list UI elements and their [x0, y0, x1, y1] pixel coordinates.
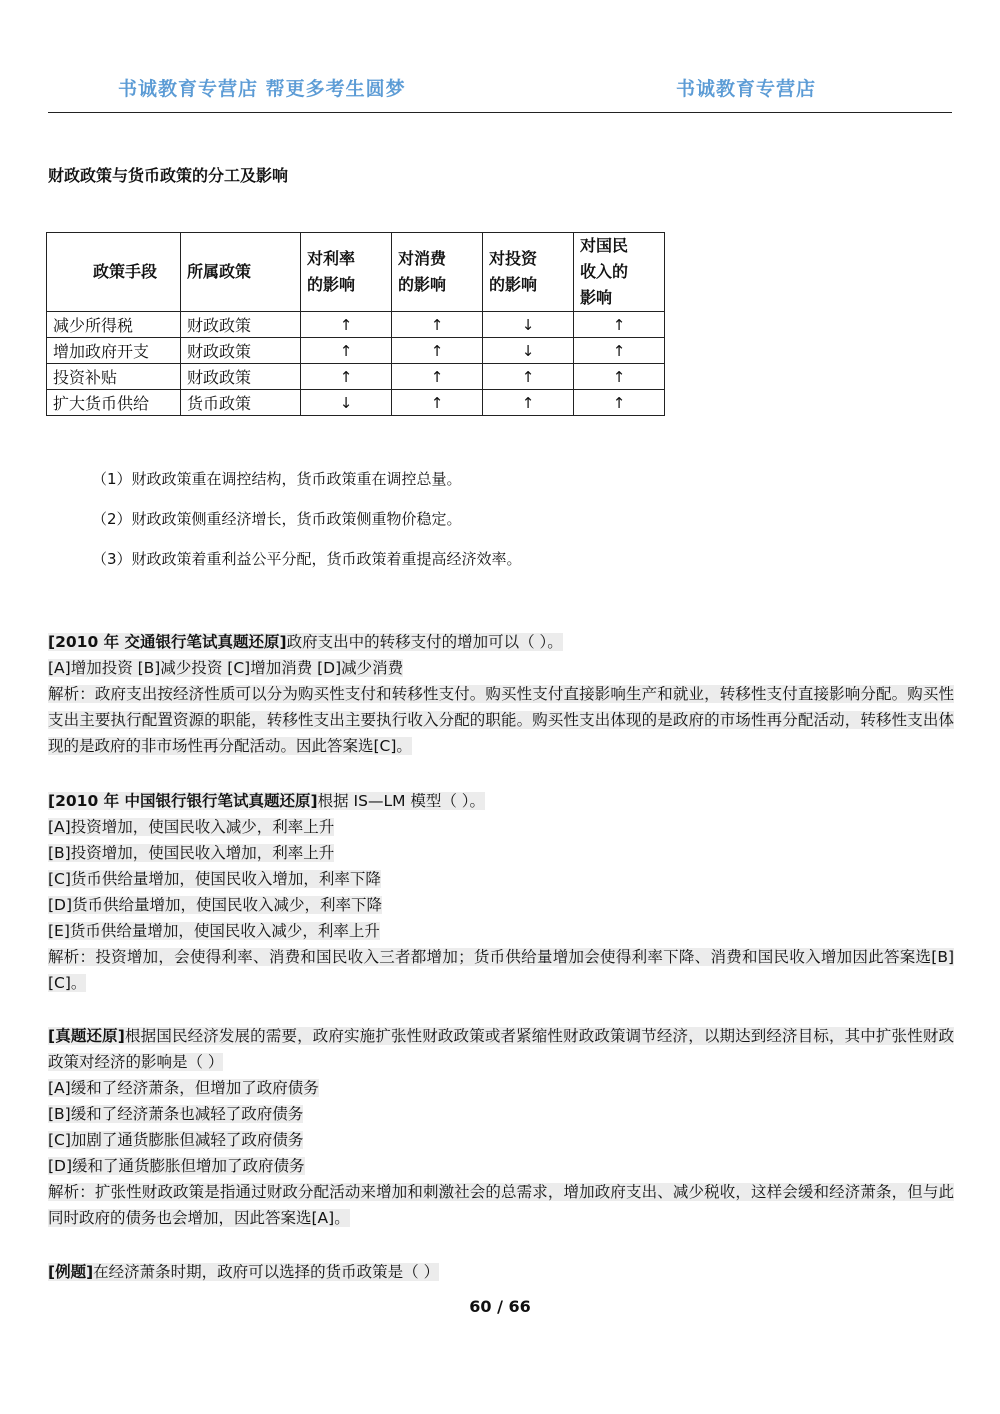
table-arrow-cell: ↑	[392, 390, 483, 416]
table-header-cell	[47, 233, 181, 312]
table-header-text: 对国民	[580, 236, 629, 255]
header-left-text: 书诚教育专营店 帮更多考生圆梦	[118, 78, 406, 100]
question-option: [B]缓和了经济萧条也减轻了政府债务	[48, 1105, 304, 1123]
table-header-text: 对消费	[398, 249, 447, 268]
table-cell: 财政政策	[181, 338, 301, 364]
question-stem: 根据 IS—LM 模型（ ）。	[317, 792, 486, 810]
question-option: [C]加剧了通货膨胀但减轻了政府债务	[48, 1131, 304, 1149]
table-cell: 货币政策	[181, 390, 301, 416]
table-header-text: 对利率	[307, 249, 356, 268]
question-option: [A]缓和了经济萧条，但增加了政府债务	[48, 1079, 319, 1097]
question-analysis: 解析：投资增加，会使得利率、消费和国民收入三者都增加；货币供给量增加会使得利率下降、消费和国民收入增加因此答案选[B][C]。	[48, 948, 954, 992]
table-header-text: 收入的	[580, 262, 629, 281]
table-arrow-cell: ↑	[301, 364, 392, 390]
table-arrow-cell: ↑	[392, 338, 483, 364]
question-option: [D]货币供给量增加，使国民收入减少，利率下降	[48, 896, 383, 914]
question-stem: 政府支出中的转移支付的增加可以（ ）。	[286, 633, 563, 651]
table-arrow-cell: ↑	[574, 364, 665, 390]
header-right-text: 书诚教育专营店	[676, 78, 817, 100]
table-arrow-cell: ↓	[301, 390, 392, 416]
question-tag: [2010 年 交通银行笔试真题还原]	[48, 633, 287, 651]
policy-table	[46, 232, 665, 416]
notes-list	[92, 469, 522, 589]
table-cell: 扩大货币供给	[47, 390, 181, 416]
table-cell: 增加政府开支	[47, 338, 181, 364]
question-stem: 在经济萧条时期，政府可以选择的货币政策是（ ）	[93, 1263, 440, 1281]
table-header-cell	[301, 233, 392, 312]
table-header-cell	[483, 233, 574, 312]
note-item: （1）财政政策重在调控结构，货币政策重在调控总量。	[92, 470, 462, 488]
table-arrow-cell: ↑	[392, 312, 483, 338]
question-option: [D]缓和了通货膨胀但增加了政府债务	[48, 1157, 305, 1175]
table-body	[47, 312, 665, 416]
table-cell: 减少所得税	[47, 312, 181, 338]
table-header-text: 对投资	[489, 249, 538, 268]
table-arrow-cell: ↑	[301, 312, 392, 338]
question-option: [A]投资增加，使国民收入减少，利率上升	[48, 818, 335, 836]
page-header	[0, 0, 1000, 116]
question-block	[48, 1023, 954, 1231]
table-row	[47, 338, 665, 364]
table-header-cell	[574, 233, 665, 312]
table-header-cell	[392, 233, 483, 312]
question-option: [A]增加投资 [B]减少投资 [C]增加消费 [D]减少消费	[48, 659, 404, 677]
question-analysis: 解析：扩张性财政政策是指通过财政分配活动来增加和刺激社会的总需求，增加政府支出、减少税收，这样会缓和经济萧条，但与此同时政府的债务也会增加，因此答案选[A]。	[48, 1183, 954, 1227]
question-tag: [2010 年 中国银行银行笔试真题还原]	[48, 792, 318, 810]
note-item: （3）财政政策着重利益公平分配，货币政策着重提高经济效率。	[92, 550, 522, 568]
table-arrow-cell: ↑	[574, 390, 665, 416]
header-divider	[48, 112, 952, 113]
table-header-text: 政策手段	[93, 262, 158, 281]
table-arrow-cell: ↓	[483, 312, 574, 338]
table-arrow-cell: ↑	[301, 338, 392, 364]
table-header-text: 的影响	[307, 275, 356, 294]
table-header-text: 的影响	[489, 275, 538, 294]
question-block	[48, 1259, 954, 1285]
question-tag: [真题还原]	[48, 1027, 125, 1045]
question-tag: [例题]	[48, 1263, 94, 1281]
question-option: [E]货币供给量增加，使国民收入减少，利率上升	[48, 922, 380, 940]
table-cell: 财政政策	[181, 312, 301, 338]
table-arrow-cell: ↓	[483, 338, 574, 364]
page-number: 60 / 66	[469, 1297, 531, 1316]
table-arrow-cell: ↑	[483, 390, 574, 416]
question-block	[48, 629, 954, 759]
note-item: （2）财政政策侧重经济增长，货币政策侧重物价稳定。	[92, 510, 462, 528]
question-option: [B]投资增加，使国民收入增加，利率上升	[48, 844, 335, 862]
table-row	[47, 364, 665, 390]
question-option: [C]货币供给量增加，使国民收入增加，利率下降	[48, 870, 381, 888]
table-cell: 财政政策	[181, 364, 301, 390]
question-stem: 根据国民经济发展的需要，政府实施扩张性财政政策或者紧缩性财政政策调节经济，以期达到经济目标，其中扩张性财政政策对经济的影响是（ ）	[48, 1027, 954, 1071]
table-header-text: 所属政策	[187, 262, 252, 281]
table-header-text: 的影响	[398, 275, 447, 294]
table-arrow-cell: ↑	[483, 364, 574, 390]
table-row	[47, 390, 665, 416]
question-block	[48, 788, 954, 996]
table-arrow-cell: ↑	[574, 338, 665, 364]
table-arrow-cell: ↑	[392, 364, 483, 390]
table-header-text: 影响	[580, 288, 613, 307]
table-row	[47, 312, 665, 338]
table-arrow-cell: ↑	[574, 312, 665, 338]
question-analysis: 解析：政府支出按经济性质可以分为购买性支付和转移性支付。购买性支付直接影响生产和就业，转移性支付直接影响分配。购买性支出主要执行配置资源的职能，转移性支出主要执行收入分配的职能。购买性支出体现的是政府的市场性再分配活动，转移性支出体现的是政府的非市场性再分配活动。因此答案选[C]。	[48, 685, 954, 755]
table-header-row	[47, 233, 665, 312]
table-header-cell	[181, 233, 301, 312]
table-cell: 投资补贴	[47, 364, 181, 390]
section-title: 财政政策与货币政策的分工及影响	[48, 166, 289, 185]
